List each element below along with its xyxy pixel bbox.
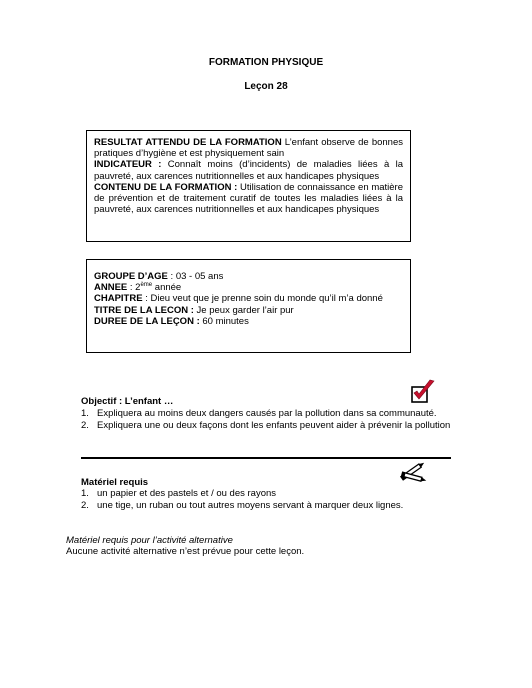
- document-title: FORMATION PHYSIQUE: [208, 57, 324, 68]
- year-superscript: ème: [140, 282, 153, 289]
- checkbox-checkmark-icon: [410, 379, 436, 405]
- materials-item-2: 2. une tige, un ruban ou tout autres moyens servant à marquer deux lignes.: [81, 499, 404, 511]
- objective-list: [81, 408, 451, 431]
- content-text: Utilisation de connaissance en matière de prévention et de traitement curatif de toutes les maladies liées à la pauvreté, aux carences nutritionnelles et aux handicapes physiques: [94, 181, 403, 216]
- duration-label: DUREE DE LA LEÇON :: [94, 315, 200, 327]
- content-label: CONTENU DE LA FORMATION :: [94, 181, 238, 193]
- chapter-label: CHAPITRE: [94, 293, 143, 305]
- age-group-value: : 03 - 05 ans: [167, 271, 224, 282]
- lesson-info-box: [86, 259, 411, 353]
- materials-list: [81, 488, 451, 511]
- objective-item-1: 1. Expliquera au moins deux dangers causés par la pollution dans sa communauté.: [81, 408, 437, 419]
- result-text: L’enfant observe de bonnes pratiques d’hygiène et est physiquement sain: [94, 137, 403, 160]
- age-group-label: GROUPE D’AGE: [94, 271, 168, 282]
- materials-item-1: 1. un papier et des pastels et / ou des rayons: [81, 488, 277, 499]
- result-label: RESULTAT ATTENDU DE LA FORMATION: [94, 137, 282, 148]
- year-prefix: : 2: [127, 282, 141, 294]
- age-group-line: [94, 271, 403, 282]
- materials-heading: Matériel requis: [81, 477, 149, 488]
- objective-item-2: 2. Expliquera une ou deux façons dont les enfants peuvent aider à prévenir la pollution: [81, 419, 451, 431]
- lesson-title-label: TITRE DE LA LECON :: [94, 304, 194, 316]
- section-divider: [81, 457, 451, 459]
- year-label: ANNEE: [94, 282, 128, 294]
- year-line: [94, 282, 403, 293]
- duration-line: [94, 316, 403, 327]
- duration-value: 60 minutes: [199, 315, 249, 327]
- expected-result-box: [86, 130, 411, 242]
- year-suffix: année: [152, 282, 182, 294]
- objective-heading: Objectif : L’enfant …: [81, 396, 174, 407]
- indicator-text: Connaît moins (d’incidents) de maladies liées à la pauvreté, aux carences nutritionnelles et aux handicapes physiques: [94, 159, 404, 182]
- alternative-heading: Matériel requis pour l’activité alternative: [66, 535, 233, 546]
- indicator-label: INDICATEUR :: [94, 159, 162, 171]
- alternative-text: Aucune activité alternative n’est prévue pour cette leçon.: [66, 546, 305, 557]
- lesson-title-line: [94, 305, 403, 316]
- lesson-title-value: Je peux garder l’air pur: [193, 304, 294, 316]
- pencil-pen-icon: [397, 462, 429, 484]
- chapter-value: : Dieu veut que je prenne soin du monde qu’il m’a donné: [142, 293, 383, 305]
- chapter-line: [94, 293, 403, 304]
- lesson-number: Leçon 28: [244, 81, 288, 92]
